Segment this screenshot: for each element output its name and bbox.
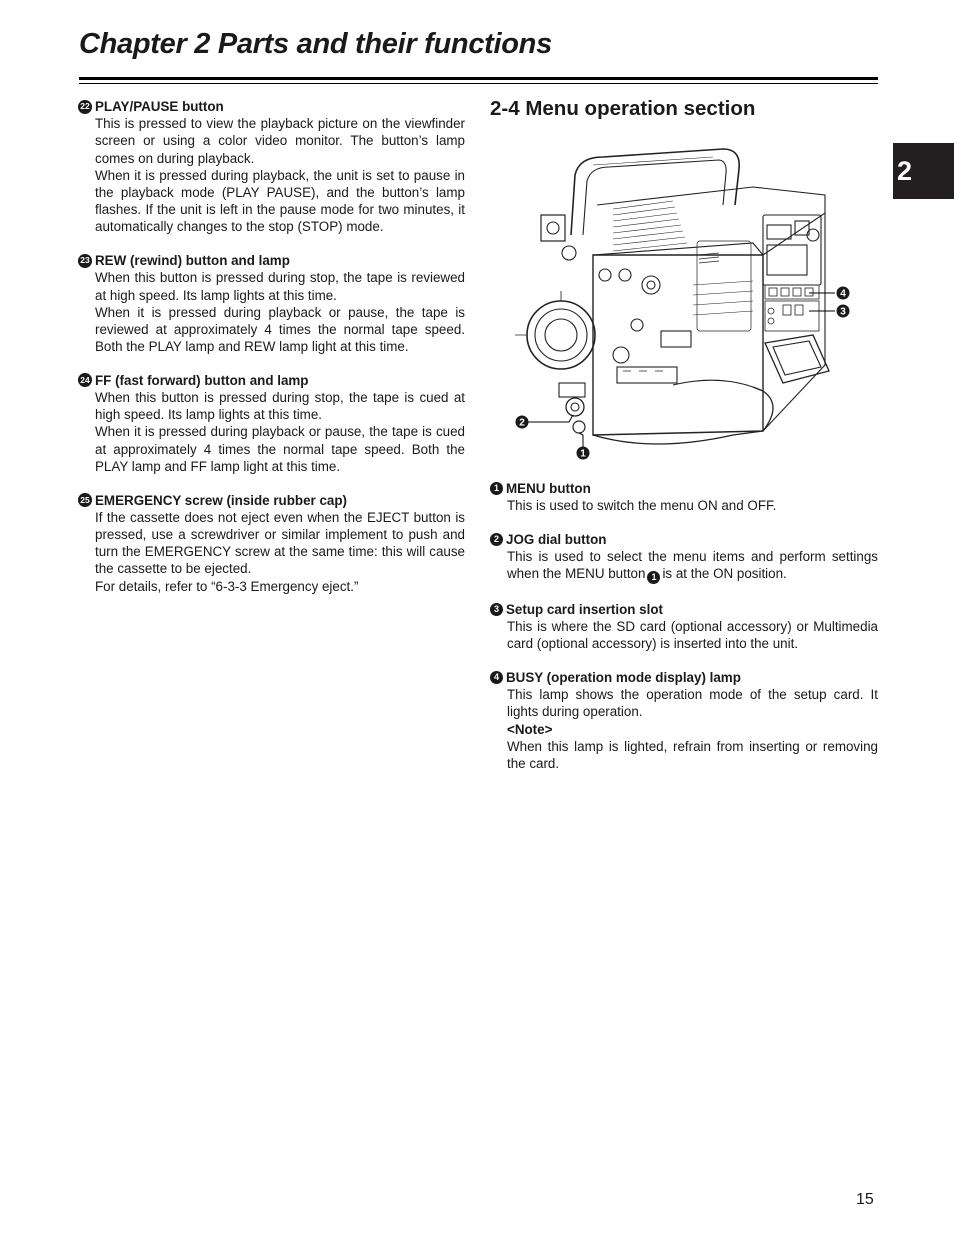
right-column: [490, 480, 878, 789]
item-marker: 23: [78, 254, 92, 268]
item-paragraph: This is pressed to view the playback picture on the viewfinder screen or using a color video monitor. The button’s lamp comes on during playback.: [95, 116, 465, 166]
item-title: REW (rewind) button and lamp: [95, 253, 290, 269]
header-rule-thick: [79, 77, 878, 80]
header-rule-thin: [79, 83, 878, 84]
page-number: 15: [856, 1191, 874, 1208]
item-title: Setup card insertion slot: [506, 601, 663, 617]
item-paragraph: For details, refer to “6-3-3 Emergency eject.”: [95, 578, 359, 594]
callout-label: 3: [840, 306, 846, 318]
item-title: JOG dial button: [506, 531, 607, 547]
item-marker: 22: [78, 100, 92, 114]
item-marker: 24: [78, 373, 92, 387]
item-paragraph: This is where the SD card (optional accessory) or Multimedia card (optional accessory) is inserted into the unit.: [507, 619, 878, 652]
item-rew: [78, 252, 465, 355]
item-paragraph: When this button is pressed during stop, the tape is reviewed at high speed. Its lamp lights at this time.: [95, 270, 465, 303]
item-paragraph: This is used to select the menu items and perform settings when the MENU button 1 is at the ON position.: [507, 549, 878, 583]
item-marker: 25: [78, 493, 92, 507]
callout-marker-2: [516, 416, 529, 429]
item-paragraph: When this button is pressed during stop, the tape is cued at high speed. Its lamp lights at this time.: [95, 390, 465, 423]
item-title: BUSY (operation mode display) lamp: [506, 669, 741, 685]
item-paragraph: When it is pressed during playback, the unit is set to pause in the playback mode (PLAY PAUSE), and the button’s lamp flashes. If the unit is left in the pause mode for two minutes, it automatically changes to the stop (STOP) mode.: [95, 167, 465, 235]
chapter-tab: 2: [893, 143, 954, 199]
camcorder-figure: [513, 135, 858, 470]
left-column: [78, 98, 465, 611]
item-title: MENU button: [506, 481, 591, 496]
item-play-pause: [78, 98, 465, 236]
item-marker: 4: [490, 671, 503, 684]
callout-marker-4: [837, 287, 850, 300]
item-marker: 1: [490, 482, 503, 495]
callout-label: 2: [519, 417, 525, 429]
item-marker: 3: [490, 603, 503, 616]
item-emergency: [78, 492, 465, 595]
item-ff: [78, 372, 465, 475]
note-text: When this lamp is lighted, refrain from inserting or removing the card.: [507, 738, 878, 771]
item-title: FF (fast forward) button and lamp: [95, 372, 309, 388]
item-marker: 2: [490, 533, 503, 546]
item-title: EMERGENCY screw (inside rubber cap): [95, 492, 348, 508]
chapter-title: Chapter 2 Parts and their functions: [79, 28, 552, 60]
item-jog-dial: [490, 531, 878, 584]
item-paragraph: This lamp shows the operation mode of the setup card. It lights during operation.: [507, 687, 878, 720]
inline-marker: 1: [647, 571, 660, 584]
item-card-slot: [490, 601, 878, 653]
note-label: <Note>: [507, 721, 553, 737]
item-menu-button: [490, 480, 878, 514]
item-paragraph: When it is pressed during playback or pause, the tape is cued at approximately 4 times the normal tape speed. Both the PLAY lamp and FF lamp light at this time.: [95, 424, 465, 474]
item-title: PLAY/PAUSE button: [95, 99, 224, 114]
item-paragraph: This is used to switch the menu ON and OFF.: [507, 498, 777, 514]
item-busy-lamp: [490, 669, 878, 772]
callout-label: 1: [580, 448, 586, 460]
item-paragraph: When it is pressed during playback or pause, the tape is reviewed at approximately 4 times the normal tape speed. Both the PLAY lamp and REW lamp light at this time.: [95, 304, 465, 355]
camcorder-illustration: [513, 135, 858, 470]
callout-marker-1: [577, 447, 590, 460]
section-title: 2-4 Menu operation section: [490, 97, 756, 120]
item-paragraph: If the cassette does not eject even when the EJECT button is pressed, use a screwdriver or similar implement to push and turn the EMERGENCY screw at the same time: this will cause the cassette to be ejected.: [95, 509, 465, 577]
callout-marker-3: [837, 305, 850, 318]
callout-label: 4: [840, 288, 846, 300]
